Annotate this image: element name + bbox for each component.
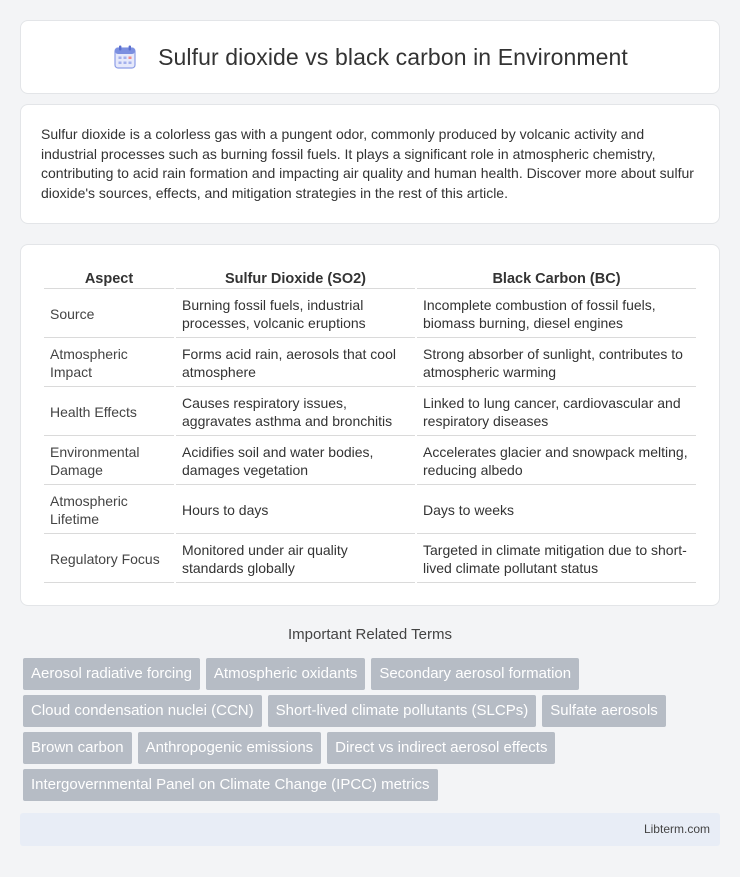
row-bc-value: Incomplete combustion of fossil fuels, biomass burning, diesel engines	[417, 291, 696, 338]
header-aspect: Aspect	[44, 267, 174, 289]
row-bc-value: Days to weeks	[417, 487, 696, 534]
table-row	[44, 389, 696, 436]
term-tag[interactable]: Atmospheric oxidants	[206, 658, 365, 690]
term-tag[interactable]: Brown carbon	[23, 732, 132, 764]
row-aspect: Atmospheric Impact	[44, 340, 174, 387]
header-black-carbon: Black Carbon (BC)	[417, 267, 696, 289]
related-terms-list	[23, 658, 713, 801]
term-tag[interactable]: Sulfate aerosols	[542, 695, 666, 727]
intro-paragraph: Sulfur dioxide is a colorless gas with a pungent odor, commonly produced by volcanic activity and industrial processes such as burning fossil fuels. It plays a significant role in atmospheric chemistry, contributing to acid rain formation and impacting air quality and human health. Discover more about sulfur dioxide's sources, effects, and mitigation strategies in the rest of this article.	[41, 126, 694, 201]
row-bc-value: Strong absorber of sunlight, contributes to atmospheric warming	[417, 340, 696, 387]
term-tag[interactable]: Intergovernmental Panel on Climate Change (IPCC) metrics	[23, 769, 438, 801]
row-bc-value: Accelerates glacier and snowpack melting, reducing albedo	[417, 438, 696, 485]
intro-card	[20, 104, 720, 224]
row-so2-value: Hours to days	[176, 487, 415, 534]
term-tag[interactable]: Anthropogenic emissions	[138, 732, 322, 764]
footer-site-link[interactable]: Libterm.com	[643, 822, 710, 836]
row-bc-value: Targeted in climate mitigation due to short-lived climate pollutant status	[417, 536, 696, 583]
table-row	[44, 536, 696, 583]
row-so2-value: Forms acid rain, aerosols that cool atmosphere	[176, 340, 415, 387]
row-so2-value: Causes respiratory issues, aggravates asthma and bronchitis	[176, 389, 415, 436]
row-aspect: Health Effects	[44, 389, 174, 436]
row-aspect: Regulatory Focus	[44, 536, 174, 583]
term-tag[interactable]: Short-lived climate pollutants (SLCPs)	[268, 695, 537, 727]
term-tag[interactable]: Direct vs indirect aerosol effects	[327, 732, 555, 764]
title-card	[20, 20, 720, 94]
row-so2-value: Acidifies soil and water bodies, damages vegetation	[176, 438, 415, 485]
page-title: Sulfur dioxide vs black carbon in Environment	[158, 43, 628, 70]
calendar-icon	[112, 44, 138, 70]
table-row	[44, 438, 696, 485]
table-header-row	[44, 267, 696, 289]
term-tag[interactable]: Secondary aerosol formation	[371, 658, 579, 690]
comparison-table-card	[20, 244, 720, 606]
related-terms-title: Important Related Terms	[288, 626, 452, 643]
table-row	[44, 340, 696, 387]
row-so2-value: Burning fossil fuels, industrial processes, volcanic eruptions	[176, 291, 415, 338]
row-aspect: Atmospheric Lifetime	[44, 487, 174, 534]
term-tag[interactable]: Aerosol radiative forcing	[23, 658, 200, 690]
row-aspect: Environmental Damage	[44, 438, 174, 485]
header-sulfur-dioxide: Sulfur Dioxide (SO2)	[176, 267, 415, 289]
comparison-table	[42, 265, 698, 585]
row-so2-value: Monitored under air quality standards globally	[176, 536, 415, 583]
term-tag[interactable]: Cloud condensation nuclei (CCN)	[23, 695, 262, 727]
table-row	[44, 487, 696, 534]
footer	[20, 813, 720, 846]
row-bc-value: Linked to lung cancer, cardiovascular and respiratory diseases	[417, 389, 696, 436]
row-aspect: Source	[44, 291, 174, 338]
table-row	[44, 291, 696, 338]
